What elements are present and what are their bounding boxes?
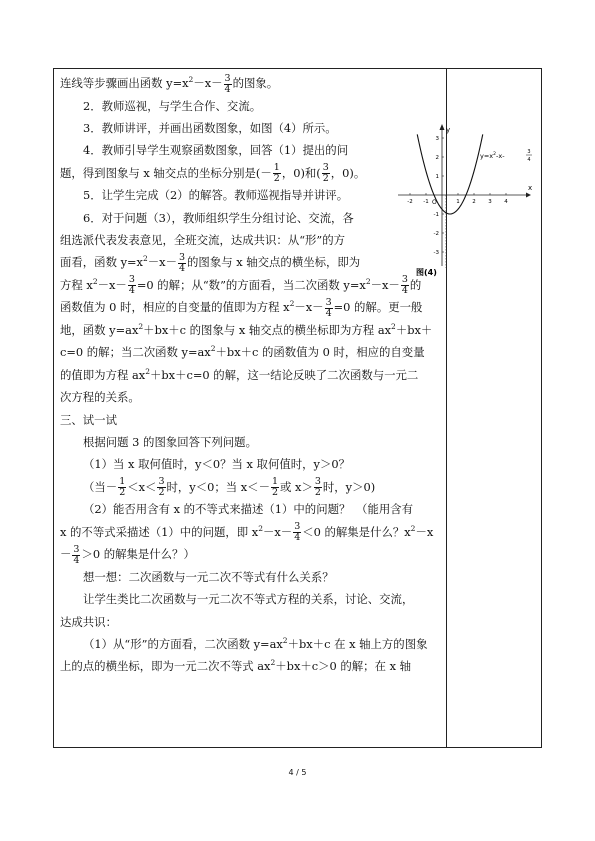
fraction: $\frac{3}{2}$ — [322, 162, 329, 185]
fraction: $\frac{3}{4}$ — [325, 296, 332, 319]
x-tick-label: 1 — [456, 199, 460, 205]
figure-caption: 图(4) — [416, 268, 437, 277]
text-line: 让学生类比二次函数与一元二次不等式方程的关系，讨论、交流， — [83, 592, 414, 607]
y-axis-label: y — [446, 126, 451, 134]
text-line: （2）能否用含有 x 的不等式来描述（1）中的问题？ （能用含有 — [83, 502, 414, 517]
lesson-text — [60, 72, 443, 678]
text-line: 面看，函数 $y=x^2-x-$ $\frac{3}{4}$ 的图象与 x 轴交点的横坐标，即为 — [60, 251, 361, 274]
fraction: $\frac{1}{2}$ — [119, 476, 126, 499]
text-line: － $\frac{3}{4}$ ＞0 的解集是什么？） — [60, 543, 195, 566]
fraction: $\frac{1}{2}$ — [273, 162, 280, 185]
y-tick-label: 1 — [435, 174, 439, 180]
text-line: 想一想：二次函数与一元二次不等式有什么关系？ — [83, 569, 334, 584]
fraction: $\frac{3}{4}$ — [224, 72, 231, 95]
text-line: 5．让学生完成（2）的解答。教师巡视指导并讲评。 — [83, 188, 349, 203]
x-tick-label: -1 — [423, 199, 429, 205]
text-line: x 的不等式采描述（1）中的问题，即 $x^2-x-$ $\frac{3}{4}$ ＜0 的解集是什么？$x^2-x$ — [60, 521, 434, 544]
y-tick-label: -1 — [433, 212, 439, 218]
text-line: 函数值为 0 时，相应的自变量的值即为方程 $x^2-x-$ $\frac{3}{4}$ =0 的解。更一般 — [60, 296, 423, 319]
text-line: 根据问题 3 的图象回答下列问题。 — [83, 434, 257, 449]
text-line: c=0 的解；当二次函数 $y=ax^2+bx+c$ 的函数值为 0 时，相应的自变量 — [60, 344, 425, 360]
section-heading: 三、试一试 — [60, 412, 117, 427]
text-line: 题，得到图象与 x 轴交点的坐标分别是(－ $\frac{1}{2}$ ，0)和( $\frac{3}{2}$ ，0)。 — [60, 162, 366, 185]
fraction: $\frac{3}{4}$ — [128, 274, 135, 297]
y-tick-label: -3 — [433, 250, 439, 256]
y-tick-label: 3 — [435, 136, 439, 142]
equation-label: $y=x^2-x-$ — [480, 152, 505, 160]
page-number: 4 / 5 — [288, 768, 307, 777]
equation-fraction-numerator: 3 — [527, 149, 531, 155]
origin-label: O — [432, 199, 437, 206]
text-line: 方程 $x^2-x-$ $\frac{3}{4}$ =0 的解；从“数”的方面看，当二次函数 $y=x^2-x-$ $\frac{3}{4}$ 的 — [60, 274, 422, 297]
fraction: $\frac{3}{2}$ — [314, 476, 321, 499]
text-line: 达成共识： — [60, 614, 117, 629]
fraction: $\frac{1}{2}$ — [271, 476, 279, 499]
text-line: 6．对于问题（3），教师组织学生分组讨论、交流，各 — [83, 210, 354, 225]
text-line: 组选派代表发表意见，全班交流，达成共识：从“形”的方 — [60, 233, 346, 248]
text-line: 上的点的横坐标，即为一元二次不等式 $ax^2+bx+c>0$ 的解；在 x 轴 — [60, 658, 412, 674]
fraction: $\frac{3}{4}$ — [294, 521, 301, 544]
y-tick-label: 2 — [435, 155, 439, 161]
x-axis-arrow — [526, 193, 531, 198]
x-tick-label: -2 — [407, 199, 413, 205]
text-line: 次方程的关系。 — [60, 390, 140, 405]
fraction: $\frac{3}{4}$ — [178, 251, 186, 274]
fraction: $\frac{3}{4}$ — [73, 543, 80, 566]
y-tick-label: -2 — [433, 231, 439, 237]
x-tick-label: 2 — [472, 199, 476, 205]
x-axis-label: x — [528, 184, 533, 192]
parabola-figure — [392, 118, 540, 278]
text-line: 2．教师巡视，与学生合作、交流。 — [83, 98, 262, 113]
text-line: （当－ $\frac{1}{2}$ ＜x＜ $\frac{3}{2}$ 时，y＜0；当 x＜－ $\frac{1}{2}$ 或 x＞ $\frac{3}{2}$ 时，y＞0) — [83, 476, 376, 499]
y-ticks — [434, 136, 444, 256]
fraction: $\frac{3}{2}$ — [158, 476, 165, 499]
text-line: 4．教师引导学生观察函数图象，回答（1）提出的问 — [83, 143, 349, 158]
text-line: （1）当 x 取何值时，y＜0？当 x 取何值时，y＞0？ — [83, 457, 350, 472]
x-tick-label: 4 — [504, 199, 508, 205]
text-line: 的值即为方程 $ax^2+bx+c=0$ 的解，这一结论反映了二次函数与一元二 — [60, 366, 419, 382]
text-line: （1）从“形”的方面看，二次函数 $y=ax^2+bx+c$ 在 x 轴上方的图象 — [83, 636, 428, 651]
y-axis-arrow — [440, 124, 445, 130]
text-line: 3．教师讲评，并画出函数图象，如图（4）所示。 — [83, 120, 337, 135]
text-line: 地，函数 $y=ax^2+bx+c$ 的图象与 x 轴交点的横坐标即为方程 $ax^2+bx+$ — [60, 322, 433, 337]
x-tick-label: 3 — [488, 199, 492, 205]
equation-fraction-denominator: 4 — [527, 157, 531, 163]
text-line: 连线等步骤画出函数 $y=x^2-x-$ $\frac{3}{4}$ 的图象。 — [60, 72, 279, 95]
fraction: $\frac{3}{4}$ — [401, 274, 408, 297]
